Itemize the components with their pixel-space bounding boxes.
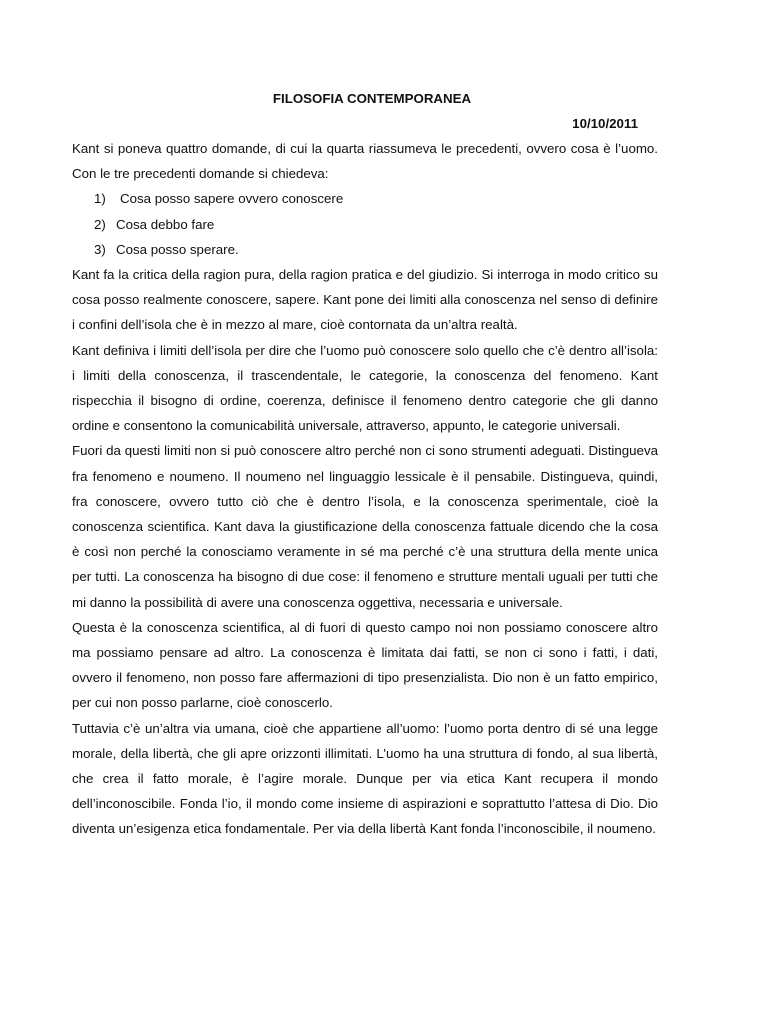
document-title: FILOSOFIA CONTEMPORANEA bbox=[272, 91, 472, 106]
list-item-text: Cosa posso sapere ovvero conoscere bbox=[120, 191, 344, 207]
list-item-text: Cosa posso sperare. bbox=[116, 241, 239, 257]
list-item bbox=[72, 186, 658, 211]
questions-list bbox=[72, 186, 658, 262]
document-date: 10/10/2011 bbox=[572, 116, 638, 131]
list-item-number: 2) bbox=[94, 216, 106, 232]
list-item bbox=[72, 237, 658, 262]
list-item-number: 1) bbox=[94, 191, 106, 207]
body-paragraph: Kant fa la critica della ragion pura, della ragion pratica e del giudizio. Si interroga in modo critico su cosa posso realmente conoscere, sapere. Kant pone dei limiti alla conoscenza nel senso di definire i confini dell’isola che è in mezzo al mare, cioè contornata da un’altra realtà. bbox=[72, 267, 658, 333]
list-item-text: Cosa debbo fare bbox=[116, 216, 215, 232]
body-paragraph: Tuttavia c’è un’altra via umana, cioè che appartiene all’uomo: l’uomo porta dentro di sé una legge morale, della libertà, che gli apre orizzonti illimitati. L’uomo ha una struttura di fondo, al sua libertà, che crea il fatto morale, è l’agire morale. Dunque per via etica Kant recupera il mondo dell’inconoscibile. Fonda l’io, il mondo come insieme di aspirazioni e soprattutto l’attesa di Dio. Dio diventa un’esigenza etica fondamentale. Per via della libertà Kant fonda l’inconoscibile, il noumeno. bbox=[72, 720, 658, 837]
list-item bbox=[72, 212, 658, 237]
body-paragraph: Fuori da questi limiti non si può conoscere altro perché non ci sono strumenti adeguati. Distingueva fra fenomeno e noumeno. Il noumeno nel linguaggio lessicale è il pensabile. Distingueva, quindi, fra conoscere, ovvero tutto ciò che è dentro l’isola, e la conoscenza sperimentale, cioè la conoscenza scientifica. Kant dava la giustificazione della conoscenza fattuale dicendo che la cosa è così non perché la conosciamo veramente in sé ma perché c’è una struttura della mente unica per tutti. La conoscenza ha bisogno di due cose: il fenomeno e strutture mentali uguali per tutti che mi danno la possibilità di avere una conoscenza oggettiva, necessaria e universale. bbox=[72, 443, 658, 610]
body-paragraph: Kant definiva i limiti dell’isola per dire che l’uomo può conoscere solo quello che c’è dentro all’isola: i limiti della conoscenza, il trascendentale, le categorie, la conoscenza del fenomeno. Kant rispecchia il bisogno di ordine, coerenza, definisce il fenomeno dentro categorie che gli danno ordine e consentono la comunicabilità universale, attraverso, appunto, le categorie universali. bbox=[72, 342, 658, 434]
list-item-number: 3) bbox=[94, 241, 106, 257]
body-paragraph: Questa è la conoscenza scientifica, al di fuori di questo campo noi non possiamo conoscere altro ma possiamo pensare ad altro. La conoscenza è limitata dai fatti, se non ci sono i fatti, i dati, ovvero il fenomeno, non posso fare affermazioni di tipo presenzialista. Dio non è un fatto empirico, per cui non posso parlarne, cioè conoscerlo. bbox=[72, 619, 658, 711]
document-page bbox=[72, 86, 658, 842]
intro-paragraph: Kant si poneva quattro domande, di cui la quarta riassumeva le precedenti, ovvero cosa è l’uomo. Con le tre precedenti domande si chiedeva: bbox=[72, 141, 658, 182]
